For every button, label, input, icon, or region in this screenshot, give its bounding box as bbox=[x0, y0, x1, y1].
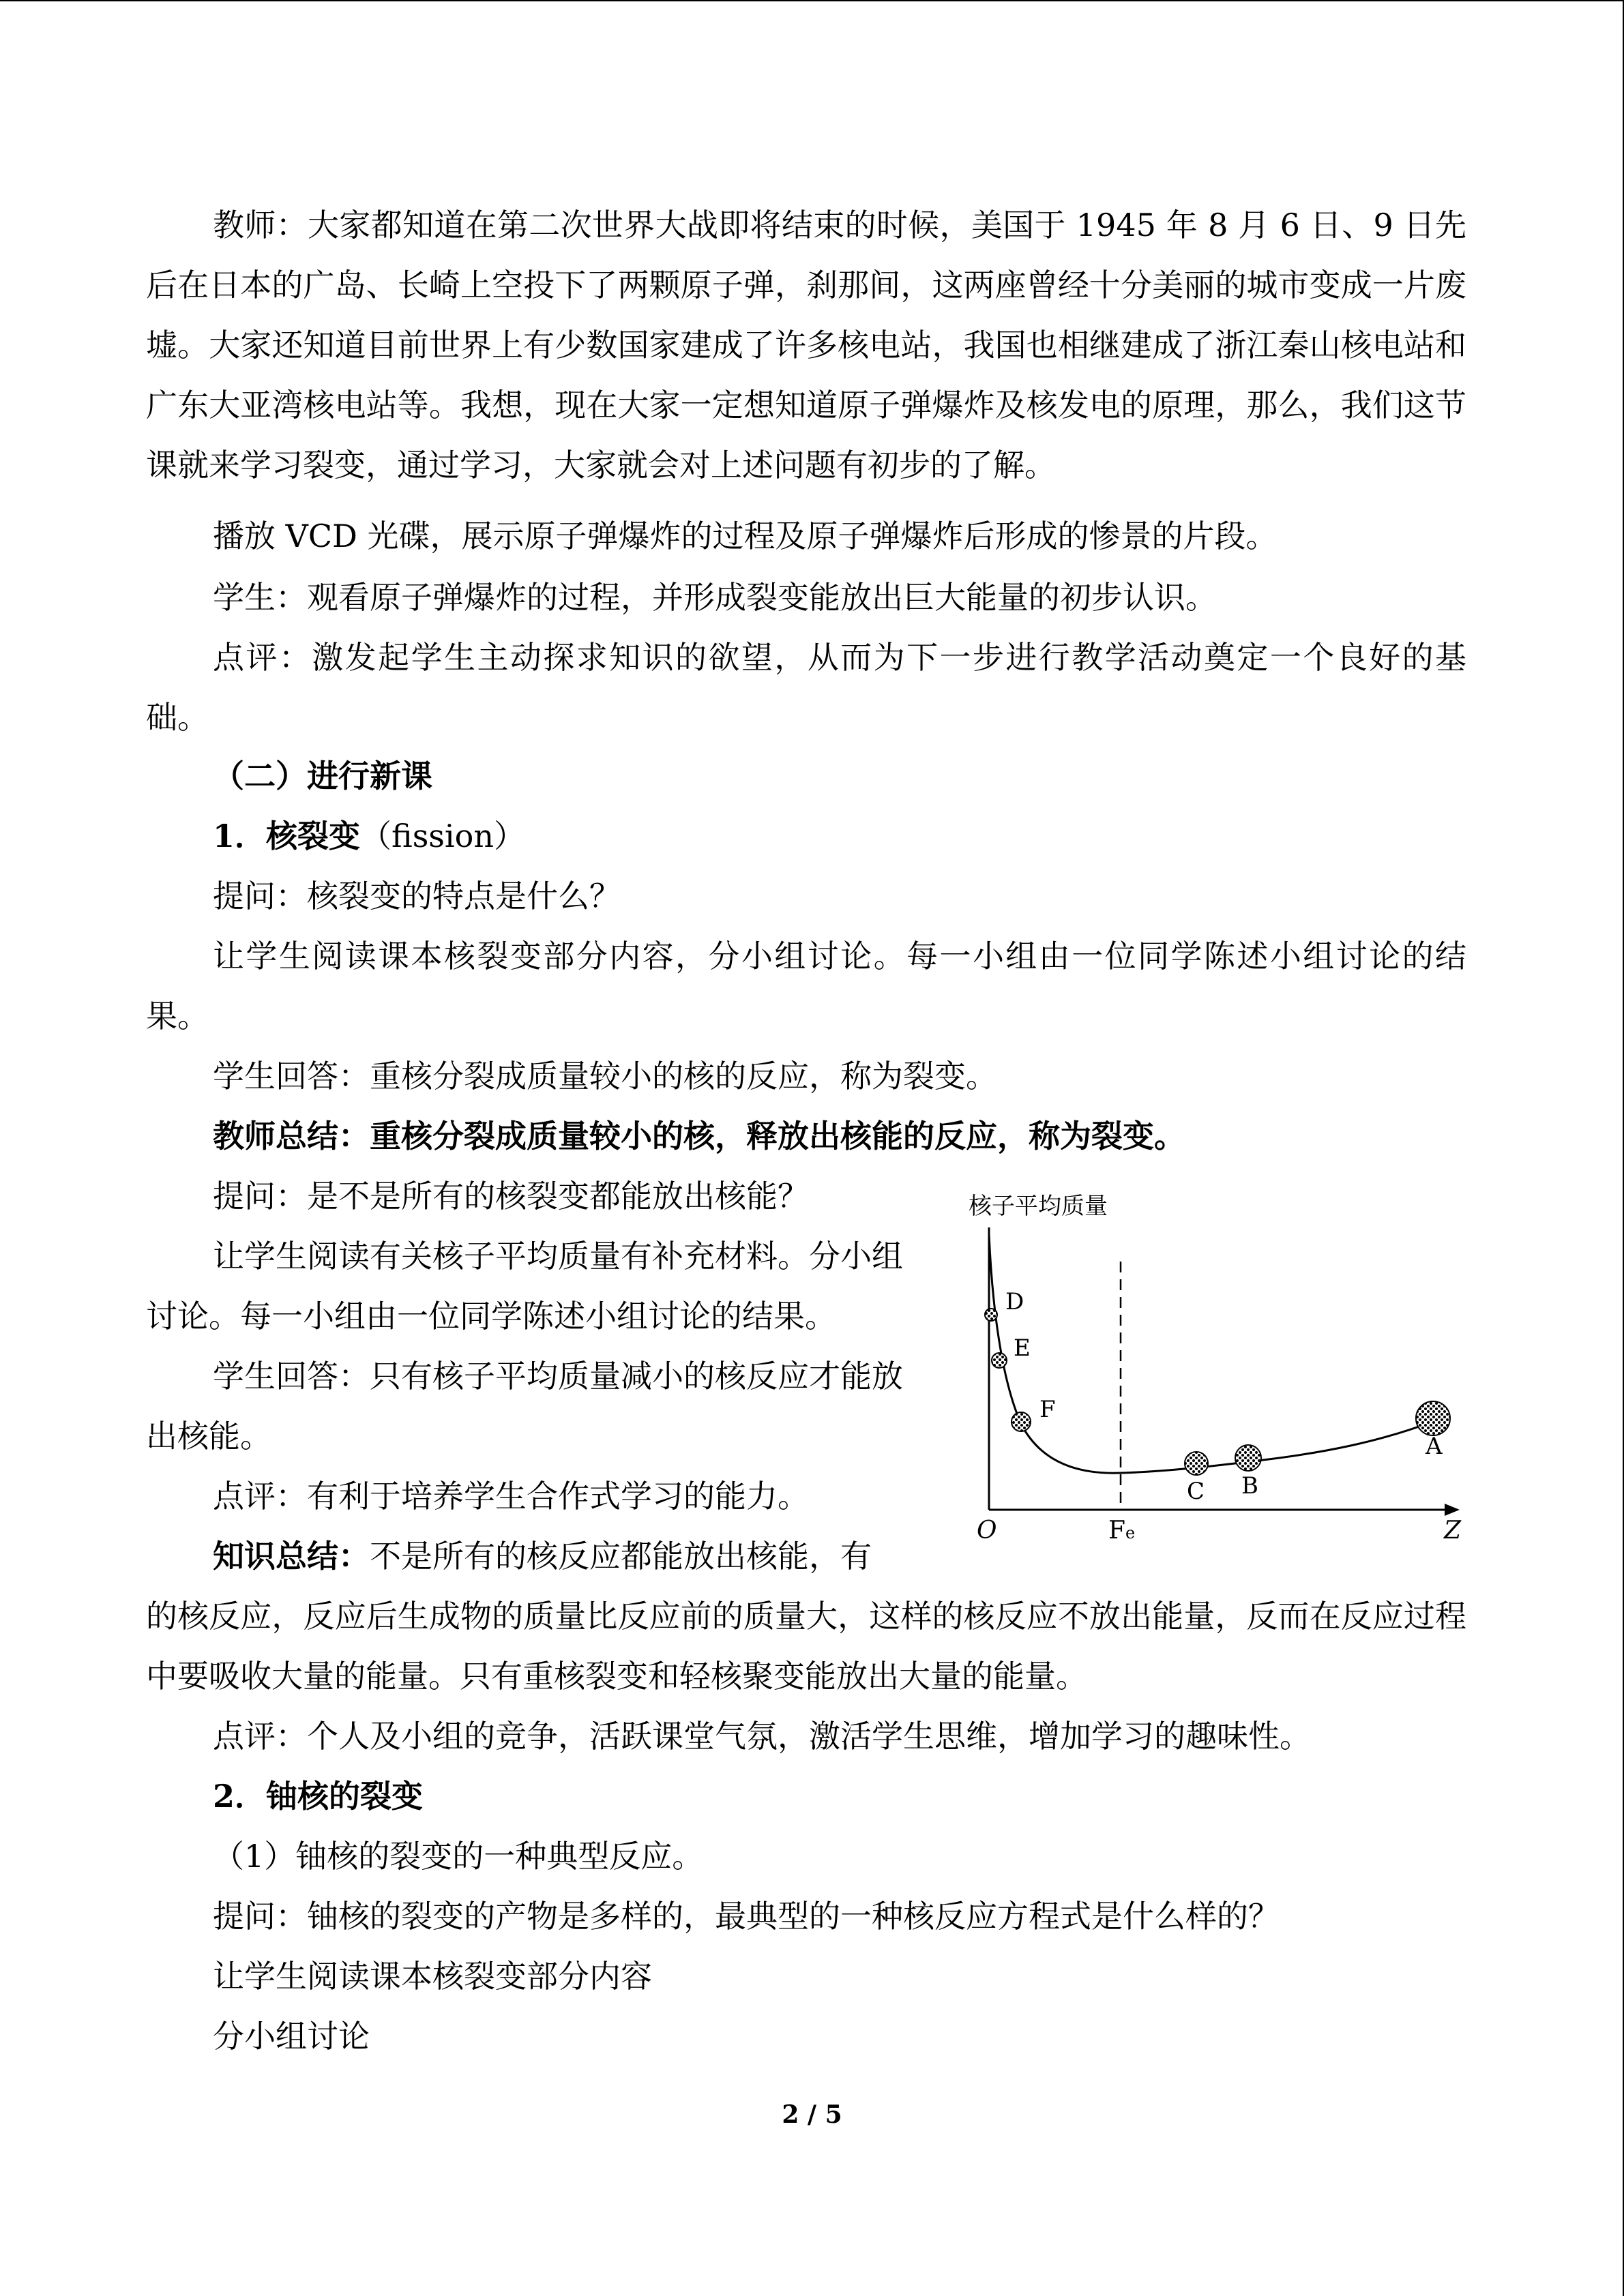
section-heading-new-lesson: （二）进行新课 bbox=[213, 758, 432, 794]
heading-uranium-fission: 2．铀核的裂变 bbox=[213, 1778, 424, 1815]
question-fission-feature: 提问：核裂变的特点是什么？ bbox=[213, 878, 621, 914]
subheading-typical-reaction: （1）铀核的裂变的一种典型反应。 bbox=[213, 1838, 704, 1875]
label-b: B bbox=[1241, 1472, 1258, 1500]
heading-fission-english: （fission） bbox=[360, 818, 525, 854]
nucleus-e bbox=[992, 1353, 1007, 1368]
question-typical-equation: 提问：铀核的裂变的产物是多样的，最典型的一种核反应方程式是什么样的？ bbox=[213, 1898, 1280, 1935]
heading-fission bbox=[213, 806, 525, 866]
knowledge-summary-label: 知识总结： bbox=[213, 1538, 370, 1575]
mass-curve bbox=[989, 1234, 1432, 1473]
page-number: 2 / 5 bbox=[782, 2100, 842, 2129]
paragraph-student-watch: 学生：观看原子弹爆炸的过程，并形成裂变能放出巨大能量的初步认识。 bbox=[213, 579, 1217, 616]
fe-label-main: F bbox=[1108, 1517, 1125, 1545]
origin-label: O bbox=[977, 1517, 997, 1545]
x-axis-arrow bbox=[1445, 1504, 1460, 1516]
paragraph-comment-3: 点评：个人及小组的竞争，活跃课堂气氛，激活学生思维，增加学习的趣味性。 bbox=[213, 1718, 1311, 1755]
paragraph-student-answer-1: 学生回答：重核分裂成质量较小的核的反应，称为裂变。 bbox=[213, 1058, 997, 1094]
question-all-fission: 提问：是不是所有的核裂变都能放出核能？ bbox=[213, 1178, 809, 1214]
label-c: C bbox=[1187, 1478, 1205, 1505]
nucleon-mass-figure bbox=[941, 1187, 1473, 1568]
paragraph-teacher-summary: 教师总结：重核分裂成质量较小的核，释放出核能的反应，称为裂变。 bbox=[213, 1118, 1185, 1154]
nucleus-a bbox=[1416, 1401, 1450, 1435]
fe-label-subscript: e bbox=[1125, 1523, 1136, 1542]
nucleus-f bbox=[1012, 1412, 1031, 1431]
label-a: A bbox=[1426, 1433, 1443, 1460]
paragraph-supplementary-material: 让学生阅读有关核子平均质量有补充材料。分小组讨论。每一小组由一位同学陈述小组讨论的结果。 bbox=[146, 1238, 903, 1335]
label-d: D bbox=[1005, 1288, 1024, 1315]
fe-label bbox=[1108, 1517, 1135, 1545]
paragraph-read-textbook: 让学生阅读课本核裂变部分内容 bbox=[213, 1958, 652, 1995]
x-axis-label: Z bbox=[1444, 1517, 1462, 1545]
label-e: E bbox=[1014, 1335, 1031, 1362]
paragraph-group-discuss: 分小组讨论 bbox=[213, 2018, 370, 2055]
heading-fission-number: 1．核裂变 bbox=[213, 818, 361, 854]
nucleus-b bbox=[1235, 1445, 1261, 1471]
knowledge-summary-first-line bbox=[213, 1526, 872, 1586]
knowledge-summary-continued: 的核反应，反应后生成物的质量比反应前的质量大，这样的核反应不放出能量，反而在反应过程中要吸收大量的能量。只有重核裂变和轻核聚变能放出大量的能量。 bbox=[146, 1598, 1466, 1695]
paragraph-student-answer-2: 学生回答：只有核子平均质量减小的核反应才能放出核能。 bbox=[146, 1358, 903, 1455]
nucleus-c bbox=[1185, 1452, 1208, 1475]
y-axis-label: 核子平均质量 bbox=[969, 1193, 1108, 1220]
paragraph-read-discuss: 让学生阅读课本核裂变部分内容，分小组讨论。每一小组由一位同学陈述小组讨论的结果。 bbox=[146, 938, 1466, 1034]
paragraph-comment-1: 点评：激发起学生主动探求知识的欲望，从而为下一步进行教学活动奠定一个良好的基础。 bbox=[146, 639, 1466, 736]
paragraph-teacher-intro: 教师：大家都知道在第二次世界大战即将结束的时候，美国于 1945 年 8 月 6 日、9 日先后在日本的广岛、长崎上空投下了两颗原子弹，刹那间，这两座曾经十分美丽的城市变成一片废墟。大家还知道目前世界上有少数国家建成了许多核电站，我国也相继建成了浙江秦山核电站和广东大亚湾核电站等。我想，现在大家一定想知道原子弹爆炸及核发电的原理，那么，我们这节课就来学习裂变，通过学习，大家就会对上述问题有初步的了解。 bbox=[146, 207, 1466, 483]
paragraph-vcd: 播放 VCD 光碟，展示原子弹爆炸的过程及原子弹爆炸后形成的惨景的片段。 bbox=[213, 518, 1278, 554]
paragraph-comment-2: 点评：有利于培养学生合作式学习的能力。 bbox=[213, 1478, 809, 1515]
knowledge-summary-start: 不是所有的核反应都能放出核能，有 bbox=[370, 1538, 872, 1575]
nucleus-d bbox=[985, 1309, 997, 1321]
label-f: F bbox=[1039, 1396, 1056, 1423]
